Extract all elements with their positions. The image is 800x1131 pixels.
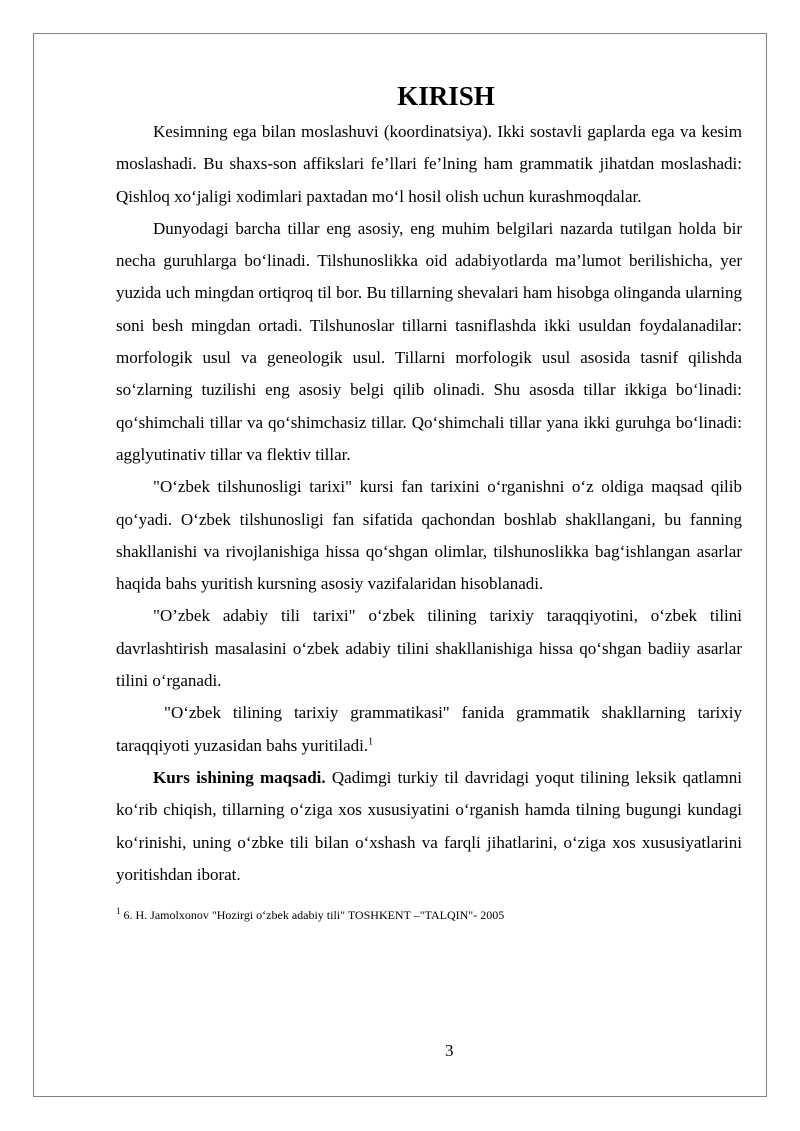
document-body: [116, 76, 742, 923]
paragraph-5: [116, 697, 742, 762]
paragraph-3: "O‘zbek tilshunosligi tarixi" kursi fan tarixini o‘rganishni o‘z oldiga maqsad qilib qo‘yadi. O‘zbek tilshunosligi fan sifatida qachondan boshlab shakllangani, bu fanning shakllanishi va rivojlanishiga hissa qo‘shgan olimlar, tilshunoslikka bag‘ishlangan asarlar haqida bahs yuritish kursning asosiy vazifalaridan hisoblanadi.: [116, 477, 742, 594]
page-number: 3: [445, 1041, 454, 1060]
footnote-separator: [116, 891, 742, 901]
purpose-heading: Kurs ishining maqsadi.: [153, 767, 326, 787]
paragraph-6-text: Qadimgi turkiy til davridagi yoqut tilining leksik qatlamni ko‘rib chiqish, tillarning o‘ziga xos xususiyatini o‘rganish hamda tilning bugungi kundagi ko‘rinishi, uning o‘zbke tili bilan o‘xshash va farqli jihatlarini, o‘ziga xos xususiyatlarini yoritishdan iborat.: [116, 767, 742, 884]
document-title: KIRISH: [397, 81, 495, 111]
footnote-text: 6. H. Jamolxonov "Hozirgi o‘zbek adabiy tili" TOSHKENT –"TALQIN"- 2005: [120, 908, 505, 923]
footnote: [116, 903, 742, 923]
footnote-reference: 1: [368, 735, 374, 747]
paragraph-5-text: "O‘zbek tilining tarixiy grammatikasi" fanida grammatik shakllarning tarixiy taraqqiyoti yuzasidan bahs yuritiladi.: [116, 703, 742, 755]
paragraph-2: Dunyodagi barcha tillar eng asosiy, eng muhim belgilari nazarda tutilgan holda bir necha guruhlarga bo‘linadi. Tilshunoslikka oid adabiyotlarda ma’lumot berilishicha, yer yuzida uch mingdan ortiqroq til bor. Bu tillarning shevalari ham hisobga olinganda ularning soni besh mingdan ortadi. Tilshunoslar tillarni tasniflashda ikki usuldan foydalanadilar: morfologik usul va geneologik usul. Tillarni morfologik usul asosida tasnif qilishda so‘zlarning tuzilishi eng asosiy belgi qilib olinadi. Shu asosda tillar ikkiga bo‘linadi: qo‘shimchali tillar va qo‘shimchasiz tillar. Qo‘shimchali tillar yana ikki guruhga bo‘linadi: agglyutinativ tillar va flektiv tillar.: [116, 218, 742, 464]
paragraph-6: [116, 762, 742, 891]
paragraph-1: Kesimning ega bilan moslashuvi (koordinatsiya). Ikki sostavli gaplarda ega va kesim moslashadi. Bu shaxs-son affikslari fe’llari fe’lning ham grammatik jihatdan moslashadi: Qishloq xo‘jaligi xodimlari paxtadan mo‘l hosil olish uchun kurashmoqdalar.: [116, 122, 742, 206]
paragraph-4: "O’zbek adabiy tili tarixi" o‘zbek tilining tarixiy taraqqiyotini, o‘zbek tilini davrlashtirish masalasini o‘zbek adabiy tilini shakllanishiga hissa qo‘shgan badiiy asarlar tilini o‘rganadi.: [116, 606, 742, 691]
footnote-marker: 1: [116, 906, 121, 917]
